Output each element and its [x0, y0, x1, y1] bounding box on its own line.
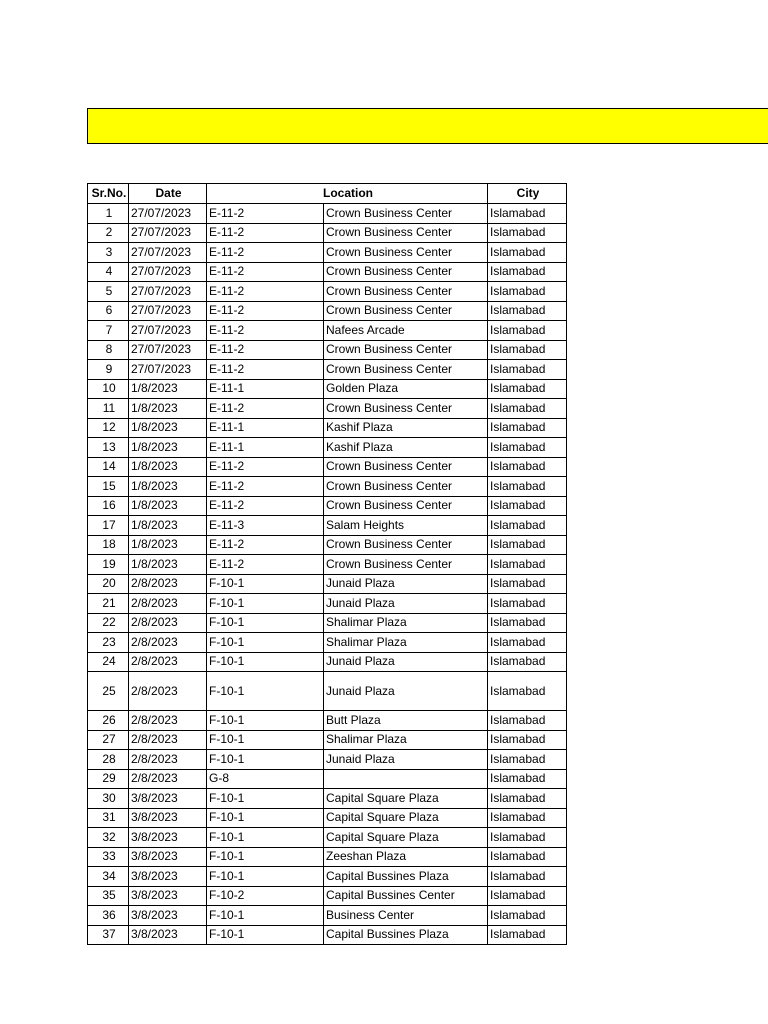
cell-date: 1/8/2023 — [129, 399, 207, 419]
cell-city: Islamabad — [488, 321, 567, 341]
cell-city: Islamabad — [488, 613, 567, 633]
table-row — [88, 360, 567, 380]
cell-city: Islamabad — [488, 262, 567, 282]
cell-date: 2/8/2023 — [129, 769, 207, 789]
cell-date: 3/8/2023 — [129, 847, 207, 867]
cell-city: Islamabad — [488, 906, 567, 926]
cell-date: 3/8/2023 — [129, 808, 207, 828]
cell-sector: E-11-3 — [207, 516, 324, 536]
cell-sector: E-11-2 — [207, 535, 324, 555]
cell-sector: F-10-1 — [207, 711, 324, 731]
cell-srno: 6 — [88, 301, 129, 321]
cell-place: Shalimar Plaza — [324, 730, 488, 750]
cell-place: Junaid Plaza — [324, 594, 488, 614]
cell-date: 2/8/2023 — [129, 672, 207, 711]
cell-sector: E-11-2 — [207, 243, 324, 263]
cell-date: 2/8/2023 — [129, 633, 207, 653]
cell-city: Islamabad — [488, 808, 567, 828]
cell-date: 27/07/2023 — [129, 223, 207, 243]
header-date: Date — [129, 184, 207, 204]
cell-city: Islamabad — [488, 789, 567, 809]
cell-srno: 22 — [88, 613, 129, 633]
cell-place: Capital Bussines Center — [324, 886, 488, 906]
cell-place: Junaid Plaza — [324, 574, 488, 594]
cell-srno: 36 — [88, 906, 129, 926]
cell-place: Capital Square Plaza — [324, 789, 488, 809]
cell-srno: 18 — [88, 535, 129, 555]
location-table — [87, 183, 567, 945]
header-row — [88, 184, 567, 204]
cell-sector: E-11-2 — [207, 340, 324, 360]
cell-srno: 31 — [88, 808, 129, 828]
cell-place: Crown Business Center — [324, 496, 488, 516]
cell-date: 1/8/2023 — [129, 438, 207, 458]
table-row — [88, 340, 567, 360]
cell-city: Islamabad — [488, 496, 567, 516]
cell-sector: F-10-1 — [207, 828, 324, 848]
cell-date: 1/8/2023 — [129, 555, 207, 575]
cell-city: Islamabad — [488, 438, 567, 458]
cell-srno: 8 — [88, 340, 129, 360]
cell-sector: F-10-1 — [207, 906, 324, 926]
cell-city: Islamabad — [488, 555, 567, 575]
header-srno: Sr.No. — [88, 184, 129, 204]
cell-place: Shalimar Plaza — [324, 633, 488, 653]
cell-srno: 30 — [88, 789, 129, 809]
cell-sector: E-11-2 — [207, 360, 324, 380]
cell-city: Islamabad — [488, 399, 567, 419]
cell-city: Islamabad — [488, 418, 567, 438]
cell-date: 27/07/2023 — [129, 340, 207, 360]
cell-place: Crown Business Center — [324, 477, 488, 497]
table-row — [88, 204, 567, 224]
cell-srno: 13 — [88, 438, 129, 458]
table-row — [88, 730, 567, 750]
cell-date: 1/8/2023 — [129, 418, 207, 438]
cell-city: Islamabad — [488, 243, 567, 263]
cell-srno: 12 — [88, 418, 129, 438]
cell-sector: E-11-2 — [207, 282, 324, 302]
cell-place: Crown Business Center — [324, 243, 488, 263]
table-row — [88, 867, 567, 887]
cell-sector: E-11-2 — [207, 477, 324, 497]
table-row — [88, 555, 567, 575]
cell-sector: F-10-1 — [207, 847, 324, 867]
cell-place: Crown Business Center — [324, 340, 488, 360]
cell-city: Islamabad — [488, 886, 567, 906]
cell-place: Junaid Plaza — [324, 750, 488, 770]
cell-srno: 26 — [88, 711, 129, 731]
table-row — [88, 418, 567, 438]
cell-sector: F-10-1 — [207, 730, 324, 750]
cell-place: Crown Business Center — [324, 535, 488, 555]
cell-sector: E-11-1 — [207, 438, 324, 458]
cell-srno: 27 — [88, 730, 129, 750]
cell-place: Crown Business Center — [324, 457, 488, 477]
cell-date: 1/8/2023 — [129, 379, 207, 399]
cell-city: Islamabad — [488, 672, 567, 711]
cell-srno: 29 — [88, 769, 129, 789]
cell-sector: F-10-1 — [207, 925, 324, 945]
cell-date: 3/8/2023 — [129, 828, 207, 848]
cell-place: Butt Plaza — [324, 711, 488, 731]
cell-sector: E-11-2 — [207, 262, 324, 282]
table-row — [88, 769, 567, 789]
table-row — [88, 535, 567, 555]
cell-place: Golden Plaza — [324, 379, 488, 399]
cell-date: 27/07/2023 — [129, 321, 207, 341]
table-row — [88, 633, 567, 653]
cell-date: 3/8/2023 — [129, 906, 207, 926]
cell-sector: F-10-1 — [207, 750, 324, 770]
cell-place: Junaid Plaza — [324, 652, 488, 672]
cell-srno: 9 — [88, 360, 129, 380]
cell-srno: 17 — [88, 516, 129, 536]
cell-place: Capital Square Plaza — [324, 828, 488, 848]
table-row — [88, 223, 567, 243]
cell-place: Crown Business Center — [324, 262, 488, 282]
cell-sector: F-10-2 — [207, 886, 324, 906]
cell-city: Islamabad — [488, 847, 567, 867]
cell-srno: 5 — [88, 282, 129, 302]
table-row — [88, 574, 567, 594]
table-row — [88, 321, 567, 341]
title-banner — [87, 108, 768, 144]
cell-city: Islamabad — [488, 360, 567, 380]
cell-date: 3/8/2023 — [129, 925, 207, 945]
cell-srno: 24 — [88, 652, 129, 672]
cell-date: 1/8/2023 — [129, 457, 207, 477]
cell-sector: F-10-1 — [207, 574, 324, 594]
cell-sector: E-11-2 — [207, 496, 324, 516]
cell-sector: E-11-1 — [207, 418, 324, 438]
cell-date: 3/8/2023 — [129, 867, 207, 887]
cell-date: 3/8/2023 — [129, 789, 207, 809]
cell-city: Islamabad — [488, 340, 567, 360]
cell-place: Capital Bussines Plaza — [324, 925, 488, 945]
cell-date: 1/8/2023 — [129, 477, 207, 497]
cell-date: 2/8/2023 — [129, 750, 207, 770]
cell-sector: E-11-2 — [207, 399, 324, 419]
cell-srno: 25 — [88, 672, 129, 711]
cell-srno: 37 — [88, 925, 129, 945]
cell-srno: 2 — [88, 223, 129, 243]
cell-city: Islamabad — [488, 633, 567, 653]
cell-srno: 15 — [88, 477, 129, 497]
cell-place — [324, 769, 488, 789]
cell-place: Salam Heights — [324, 516, 488, 536]
cell-srno: 11 — [88, 399, 129, 419]
table-row — [88, 262, 567, 282]
table-row — [88, 399, 567, 419]
table-row — [88, 652, 567, 672]
table-row — [88, 301, 567, 321]
cell-sector: F-10-1 — [207, 613, 324, 633]
cell-srno: 35 — [88, 886, 129, 906]
table-row — [88, 516, 567, 536]
cell-srno: 20 — [88, 574, 129, 594]
cell-srno: 14 — [88, 457, 129, 477]
table-row — [88, 886, 567, 906]
cell-place: Crown Business Center — [324, 555, 488, 575]
cell-city: Islamabad — [488, 535, 567, 555]
cell-place: Kashif Plaza — [324, 418, 488, 438]
cell-place: Kashif Plaza — [324, 438, 488, 458]
table-row — [88, 847, 567, 867]
cell-srno: 7 — [88, 321, 129, 341]
cell-date: 2/8/2023 — [129, 652, 207, 672]
table-row — [88, 672, 567, 711]
cell-sector: E-11-2 — [207, 301, 324, 321]
table-row — [88, 438, 567, 458]
cell-date: 27/07/2023 — [129, 243, 207, 263]
cell-sector: F-10-1 — [207, 594, 324, 614]
cell-place: Capital Bussines Plaza — [324, 867, 488, 887]
cell-city: Islamabad — [488, 204, 567, 224]
cell-date: 1/8/2023 — [129, 496, 207, 516]
cell-srno: 10 — [88, 379, 129, 399]
cell-date: 27/07/2023 — [129, 360, 207, 380]
cell-srno: 32 — [88, 828, 129, 848]
cell-sector: F-10-1 — [207, 652, 324, 672]
header-city: City — [488, 184, 567, 204]
table-row — [88, 789, 567, 809]
cell-place: Crown Business Center — [324, 399, 488, 419]
table-row — [88, 711, 567, 731]
cell-sector: F-10-1 — [207, 808, 324, 828]
cell-place: Crown Business Center — [324, 223, 488, 243]
cell-city: Islamabad — [488, 867, 567, 887]
table-row — [88, 477, 567, 497]
cell-date: 27/07/2023 — [129, 301, 207, 321]
cell-date: 3/8/2023 — [129, 886, 207, 906]
cell-srno: 19 — [88, 555, 129, 575]
cell-city: Islamabad — [488, 750, 567, 770]
cell-place: Crown Business Center — [324, 204, 488, 224]
cell-city: Islamabad — [488, 282, 567, 302]
cell-sector: F-10-1 — [207, 867, 324, 887]
cell-place: Crown Business Center — [324, 282, 488, 302]
cell-city: Islamabad — [488, 457, 567, 477]
cell-date: 1/8/2023 — [129, 516, 207, 536]
table-row — [88, 750, 567, 770]
cell-sector: F-10-1 — [207, 672, 324, 711]
table-row — [88, 925, 567, 945]
table-row — [88, 906, 567, 926]
table-row — [88, 828, 567, 848]
cell-sector: F-10-1 — [207, 789, 324, 809]
cell-sector: E-11-2 — [207, 223, 324, 243]
table-row — [88, 282, 567, 302]
cell-sector: E-11-2 — [207, 204, 324, 224]
cell-srno: 4 — [88, 262, 129, 282]
table-row — [88, 243, 567, 263]
cell-date: 2/8/2023 — [129, 594, 207, 614]
cell-city: Islamabad — [488, 594, 567, 614]
cell-srno: 34 — [88, 867, 129, 887]
cell-sector: E-11-2 — [207, 457, 324, 477]
cell-city: Islamabad — [488, 379, 567, 399]
cell-srno: 21 — [88, 594, 129, 614]
table-row — [88, 613, 567, 633]
cell-place: Crown Business Center — [324, 360, 488, 380]
cell-date: 2/8/2023 — [129, 711, 207, 731]
cell-place: Junaid Plaza — [324, 672, 488, 711]
cell-date: 27/07/2023 — [129, 282, 207, 302]
cell-city: Islamabad — [488, 652, 567, 672]
header-location: Location — [207, 184, 488, 204]
cell-date: 1/8/2023 — [129, 535, 207, 555]
table-row — [88, 457, 567, 477]
cell-sector: E-11-1 — [207, 379, 324, 399]
cell-place: Nafees Arcade — [324, 321, 488, 341]
cell-sector: E-11-2 — [207, 321, 324, 341]
cell-sector: F-10-1 — [207, 633, 324, 653]
table-row — [88, 496, 567, 516]
cell-date: 2/8/2023 — [129, 574, 207, 594]
cell-city: Islamabad — [488, 769, 567, 789]
cell-date: 2/8/2023 — [129, 613, 207, 633]
cell-srno: 1 — [88, 204, 129, 224]
cell-place: Capital Square Plaza — [324, 808, 488, 828]
cell-city: Islamabad — [488, 925, 567, 945]
cell-sector: G-8 — [207, 769, 324, 789]
cell-place: Zeeshan Plaza — [324, 847, 488, 867]
cell-city: Islamabad — [488, 477, 567, 497]
table-body — [88, 204, 567, 945]
cell-srno: 23 — [88, 633, 129, 653]
cell-place: Shalimar Plaza — [324, 613, 488, 633]
cell-srno: 28 — [88, 750, 129, 770]
table-row — [88, 808, 567, 828]
cell-city: Islamabad — [488, 301, 567, 321]
cell-city: Islamabad — [488, 730, 567, 750]
cell-city: Islamabad — [488, 516, 567, 536]
cell-srno: 16 — [88, 496, 129, 516]
cell-city: Islamabad — [488, 828, 567, 848]
cell-date: 27/07/2023 — [129, 204, 207, 224]
cell-srno: 33 — [88, 847, 129, 867]
cell-city: Islamabad — [488, 711, 567, 731]
cell-sector: E-11-2 — [207, 555, 324, 575]
cell-place: Crown Business Center — [324, 301, 488, 321]
cell-city: Islamabad — [488, 223, 567, 243]
cell-city: Islamabad — [488, 574, 567, 594]
cell-srno: 3 — [88, 243, 129, 263]
cell-place: Business Center — [324, 906, 488, 926]
cell-date: 2/8/2023 — [129, 730, 207, 750]
table-row — [88, 379, 567, 399]
table-row — [88, 594, 567, 614]
cell-date: 27/07/2023 — [129, 262, 207, 282]
